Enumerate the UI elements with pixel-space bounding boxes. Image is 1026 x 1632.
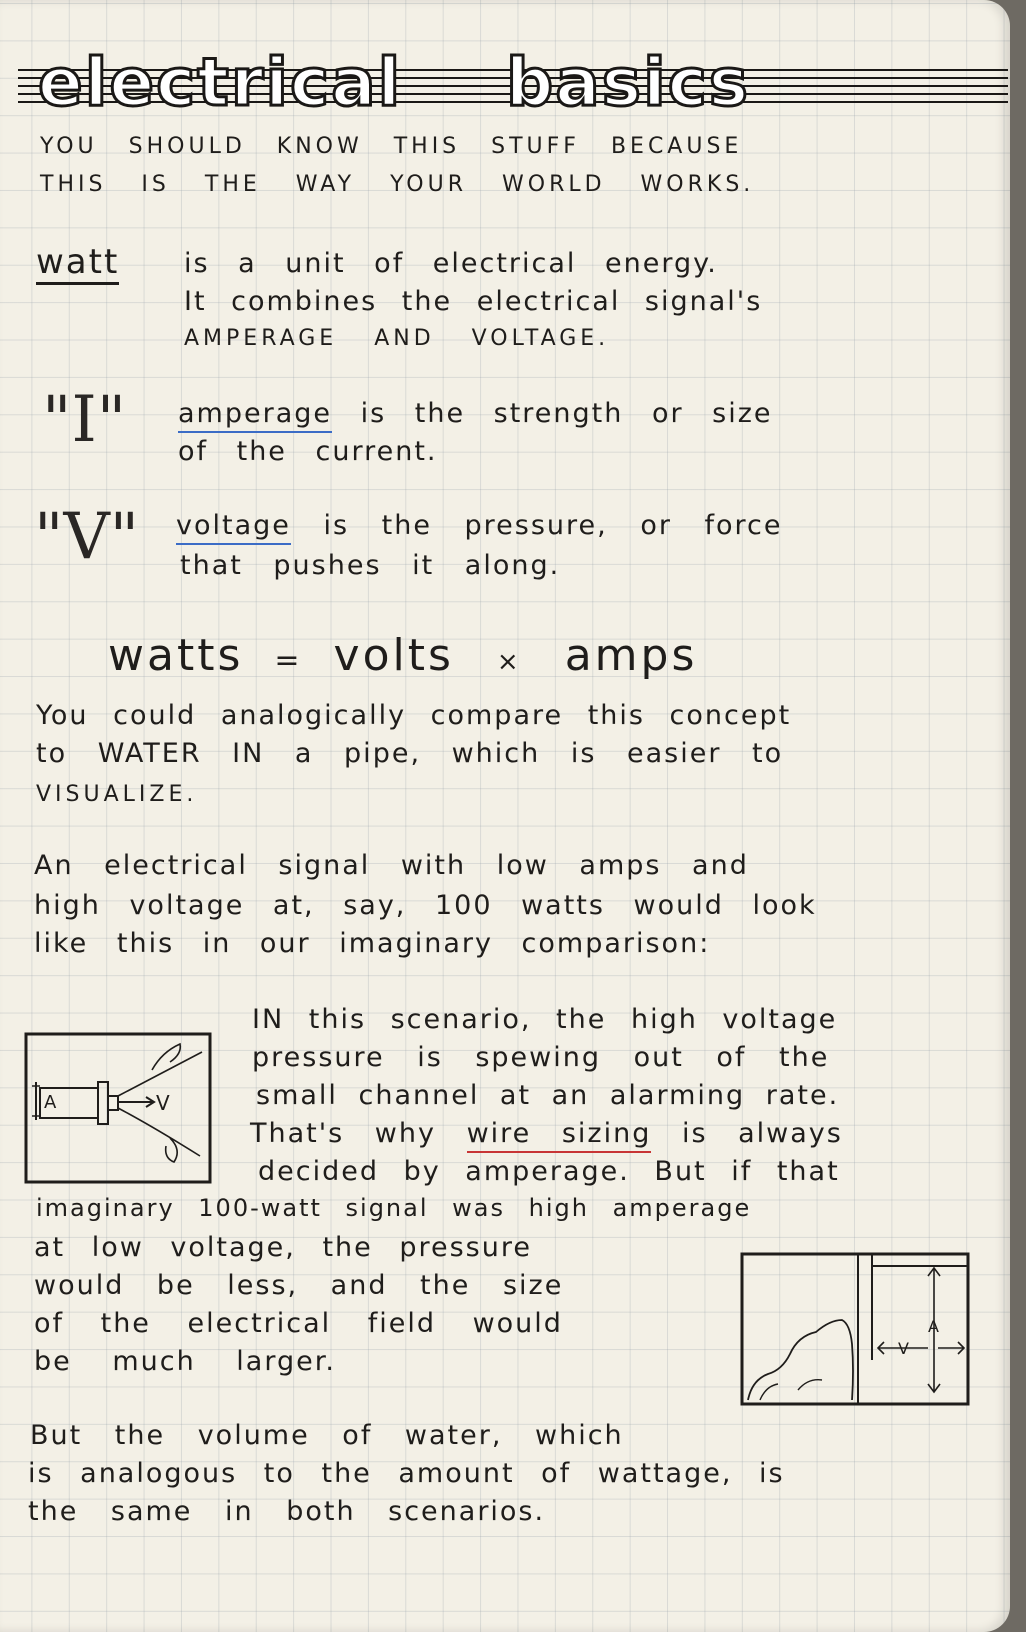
equation-times: ×: [496, 647, 522, 677]
diagram1-nozzle: [108, 1096, 118, 1110]
diagram2-label-v: V: [898, 1339, 909, 1358]
continuation-line-3: would be less, and the size: [34, 1270, 564, 1301]
scenario-line-3: small channel at an alarming rate.: [256, 1080, 840, 1111]
diagram2-v-dimension: [878, 1342, 964, 1354]
high-voltage-pipe-diagram: [22, 1030, 218, 1188]
wire-sizing-highlight: wire sizing: [467, 1118, 652, 1153]
equation-watts: watts: [108, 630, 244, 681]
watt-term: [36, 242, 119, 282]
scenario-line-2: pressure is spewing out of the: [252, 1042, 830, 1073]
amperage-def-1: is the strength or size: [360, 398, 773, 429]
continuation-line-1: imaginary 100-watt signal was high amperage: [36, 1194, 752, 1222]
conclusion-line-3: the same in both scenarios.: [28, 1496, 546, 1527]
voltage-term: voltage: [176, 510, 291, 545]
equation-volts: volts: [333, 630, 454, 681]
equation: [108, 630, 697, 681]
title-word-basics: basics: [506, 44, 751, 121]
scenario-line-4: [250, 1118, 843, 1149]
analogy-line-3: VISUALIZE.: [36, 782, 198, 807]
diagram1-flange: [98, 1082, 108, 1124]
signal-line-1: An electrical signal with low amps and: [34, 850, 749, 881]
equation-equals: =: [274, 643, 303, 678]
voltage-line-2: that pushes it along.: [180, 550, 561, 581]
watt-line-2: It combines the electrical signal's: [184, 286, 763, 317]
diagram1-flow-arrow: [118, 1097, 154, 1107]
diagram2-label-a: A: [928, 1317, 939, 1336]
amperage-symbol-letter: I: [71, 383, 97, 457]
signal-line-2: high voltage at, say, 100 watts would look: [34, 890, 817, 921]
title-word-electrical: electrical: [38, 44, 403, 121]
diagram1-label-v: V: [156, 1091, 170, 1115]
signal-line-3: like this in our imaginary comparison:: [34, 928, 711, 959]
voltage-symbol-letter: V: [63, 500, 110, 574]
conclusion-line-2: is analogous to the amount of wattage, is: [28, 1458, 785, 1489]
watt-line-3: AMPERAGE AND VOLTAGE.: [184, 326, 610, 351]
scenario-line-4-post: is always: [681, 1118, 843, 1149]
voltage-line-1: [176, 510, 783, 541]
analogy-line-2: to WATER IN a pipe, which is easier to: [36, 738, 784, 769]
amperage-symbol: "I": [42, 383, 127, 457]
amperage-line-1: [178, 398, 773, 429]
watt-line-1: is a unit of electrical energy.: [184, 248, 718, 279]
watt-term-label: watt: [36, 242, 119, 285]
continuation-line-2: at low voltage, the pressure: [34, 1232, 532, 1263]
equation-amps: amps: [564, 630, 698, 681]
low-voltage-pipe-diagram: [738, 1250, 972, 1408]
voltage-def-1: is the pressure, or force: [323, 510, 783, 541]
diagram1-label-a: A: [44, 1092, 57, 1113]
conclusion-line-1: But the volume of water, which: [30, 1420, 624, 1451]
scenario-line-1: IN this scenario, the high voltage: [252, 1004, 838, 1035]
scenario-line-5: decided by amperage. But if that: [258, 1156, 840, 1187]
diagram2-water-ripples: [760, 1380, 822, 1400]
title-banner: [18, 38, 1008, 128]
intro-line-1: YOU SHOULD KNOW THIS STUFF BECAUSE: [40, 134, 743, 159]
intro-line-2: THIS IS THE WAY YOUR WORLD WORKS.: [40, 172, 755, 197]
amperage-line-2: of the current.: [178, 436, 438, 467]
continuation-line-4: of the electrical field would: [34, 1308, 563, 1339]
scenario-line-4-pre: That's why: [250, 1118, 436, 1149]
voltage-symbol: "V": [34, 500, 140, 574]
analogy-line-1: You could analogically compare this concept: [36, 700, 792, 731]
continuation-line-5: be much larger.: [34, 1346, 336, 1377]
diagram1-spray-bottom: [118, 1108, 200, 1156]
amperage-term: amperage: [178, 398, 332, 433]
